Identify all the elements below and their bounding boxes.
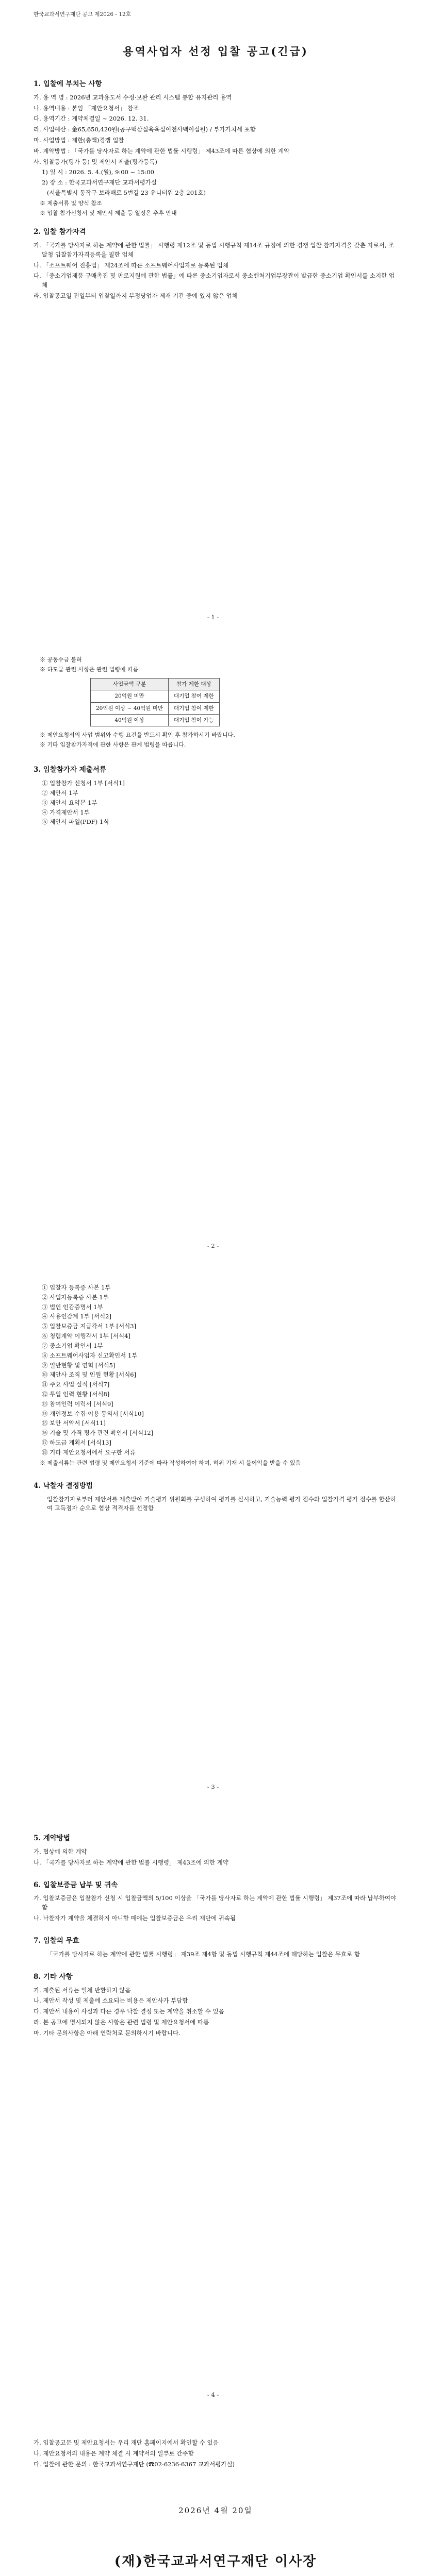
table-header: 사업금액 구분 [91,679,169,690]
section-2-note: ※ 제안요청서의 사업 범위와 수행 요건을 반드시 확인 후 참가하시기 바랍니다. [40,732,235,739]
table-row [91,690,220,702]
list-item: ⑬ 참여인력 이력서 [서식9] [42,1400,113,1408]
section-6-item: 나. 낙찰자가 계약을 체결하지 아니할 때에는 입찰보증금은 우리 재단에 귀속됨 [34,1914,236,1922]
table-cell: 20억원 미만 [91,690,169,702]
list-item: ⑨ 일반현황 및 연혁 [서식5] [42,1361,116,1369]
list-item: ⑯ 기술 및 가격 평가 관련 확인서 [서식12] [42,1429,154,1437]
signature-line: (재)한국교과서연구재단 이사장 [114,2553,317,2569]
section-1-item: 가. 용 역 명 : 2026년 교과용도서 수정·보완 관리 시스템 통합 유지관리 용역 [34,93,232,101]
list-item: ② 사업자등록증 사본 1부 [42,1293,109,1301]
section-4-heading: 4. 낙찰자 결정방법 [34,1481,93,1490]
section-7-text: 「국가를 당사자로 하는 계약에 관한 법률 시행령」 제39조 제4항 및 동법 시행규칙 제44조에 해당하는 입찰은 무효로 함 [47,1950,360,1958]
section-1-item: 마. 사업방법 : 제한(총액)경쟁 입찰 [34,136,124,144]
list-item: ⑦ 중소기업 확인서 1부 [42,1342,103,1349]
section-3-heading: 3. 입찰참가자 제출서류 [34,766,106,774]
list-item: ⑫ 투입 인력 현황 [서식8] [42,1390,110,1398]
list-item: ⑮ 보안 서약서 [서식11] [42,1419,106,1427]
page-number: - 2 - [207,1242,219,1249]
section-3-note: ※ 제출서류는 관련 법령 및 제안요청서 기준에 따라 작성하여야 하며, 허위 기재 시 불이익을 받을 수 있음 [40,1459,301,1466]
section-2-note: ※ 하도급 관련 사항은 관련 법령에 따름 [40,666,139,673]
section-1-item: 사. 입찰등가(평가 등) 및 제안서 제출(평가등록) [34,158,157,165]
list-item: ⑱ 기타 제안요청서에서 요구한 서류 [42,1448,136,1456]
list-item: ① 입찰자 등록증 사본 1부 [42,1284,111,1291]
list-item: ⑥ 청렴계약 이행각서 1부 [서식4] [42,1332,130,1340]
section-5-item: 가. 협상에 의한 계약 [34,1848,87,1855]
list-item: ⑤ 제안서 파일(PDF) 1식 [42,818,109,826]
page-4 [0,1824,426,2040]
section-8-item: 라. 본 공고에 명시되지 않은 사항은 관련 법령 및 제안요청서에 따름 [34,2019,209,2026]
section-2-item: 다. 「중소기업제품 구매촉진 및 판로지원에 관한 법률」에 따른 중소기업자로서 중소벤처기업부장관이 발급한 중소기업 확인서를 소지한 업체 [34,272,395,289]
list-item: ⑰ 하도급 계획서 [서식13] [42,1439,111,1446]
table-cell: 40억원 이상 [91,714,169,726]
section-2-note: ※ 공동수급 불허 [40,656,82,663]
section-2-item: 가. 「국가를 당사자로 하는 계약에 관한 법률」 시행령 제12조 및 동법 시행규칙 제14조 규정에 의한 경쟁 입찰 참가자격을 갖춘 자로서, 조달청 입찰참가자격등록을 필한 업체 [34,241,395,258]
participation-table [90,678,220,726]
section-1-note: ※ 제출서류 및 양식 참조 [40,199,102,207]
section-1-item: 라. 사업예산 : 金65,650,420원(공구백삼십육육십이천사백이십원) / 부가가치세 포함 [34,126,256,133]
document-number: 한국교과서연구재단 공고 제2026 - 12호 [34,11,131,18]
page-title: 용역사업자 선정 입찰 공고(긴급) [123,45,308,58]
section-8-item: 나. 제안서 작성 및 제출에 소요되는 비용은 제안사가 부담함 [34,1997,188,2005]
page-2 [0,654,426,827]
table-cell: 대기업 참여 제한 [169,690,220,702]
page-number: - 3 - [207,1783,219,1790]
list-item: ④ 사용인감계 1부 [서식2] [42,1313,111,1320]
section-2-heading: 2. 입찰 참가자격 [34,227,86,236]
list-item: ③ 법인 인감증명서 1부 [42,1303,103,1311]
section-1-address: (서울특별시 동작구 보라매로 5번길 23 유니터워 2층 201호) [47,189,206,197]
announcement-date: 2026년 4월 20일 [178,2506,253,2516]
section-4-text: 입찰참가자로부터 제안서를 제출받아 기술평가 위원회를 구성하여 평가를 실시하고, 기술능력 평가 점수와 입찰가격 평가 점수를 합산하여 고득점자 순으로 협상 적격자를 선정함 [47,1495,396,1512]
section-8-item: 마. 기타 문의사항은 아래 연락처로 문의하시기 바랍니다. [34,2029,181,2037]
list-item: ③ 제안서 요약본 1부 [42,799,97,806]
section-8-heading: 8. 기타 사항 [34,1972,73,1981]
section-1-subitem: 1) 일 시 : 2026. 5. 4.(월), 9:00 ~ 15:00 [42,168,155,176]
section-1-subitem: 2) 장 소 : 한국교과서연구재단 교과서평가실 [42,179,157,187]
section-9-item: 다. 입찰에 관한 문의 : 한국교과서연구재단 (☎02-6236-6367 교과서평가실) [34,2460,235,2468]
section-1-note: ※ 입찰 참가신청서 및 제안서 제출 등 일정은 추후 안내 [40,209,177,216]
section-1-heading: 1. 입찰에 부치는 사항 [34,79,102,88]
section-2-note: ※ 기타 입찰참가자격에 관한 사항은 관계 법령을 따릅니다. [40,741,186,749]
section-7-heading: 7. 입찰의 무효 [34,1936,79,1945]
list-item: ⑩ 제안사 조직 및 인원 현황 [서식6] [42,1371,137,1379]
section-8-item: 다. 제안서 내용이 사실과 다른 경우 낙찰 결정 또는 계약을 취소할 수 있음 [34,2008,224,2015]
table-row [91,702,220,714]
list-item: ⑤ 입찰보증금 지급각서 1부 [서식3] [42,1323,137,1330]
page-3 [0,1283,426,1514]
page-number: - 1 - [207,614,219,621]
section-5-item: 나. 「국가를 당사자로 하는 계약에 관한 법률 시행령」 제43조에 의한 계약 [34,1858,228,1866]
list-item: ⑪ 주요 사업 실적 [서식7] [42,1381,110,1388]
section-9-item: 나. 제안요청서의 내용은 계약 체결 시 계약서의 일부로 간주함 [34,2449,194,2457]
page-number: - 4 - [207,2391,219,2398]
section-6-heading: 6. 입찰보증금 납부 및 귀속 [34,1880,118,1889]
section-1-item: 다. 용역기간 : 계약체결일 ~ 2026. 12. 31. [34,115,149,123]
table-row [91,714,220,726]
list-item: ⑧ 소프트웨어사업자 신고확인서 1부 [42,1351,138,1359]
section-2-item: 나. 「소프트웨어 진흥법」 제24조에 따른 소프트웨어사업자로 등록된 업체 [34,261,228,269]
table-cell: 대기업 참여 가능 [169,714,220,726]
section-9-item: 가. 입찰공고문 및 제안요청서는 우리 재단 홈페이지에서 확인할 수 있음 [34,2439,219,2446]
page-5 [0,2437,426,2572]
list-item: ① 입찰참가 신청서 1부 [서식1] [42,779,125,787]
section-5-heading: 5. 계약방법 [34,1834,70,1842]
table-cell: 20억원 이상 ~ 40억원 미만 [91,702,169,714]
table-header: 참가 제한 대상 [169,679,220,690]
table-cell: 대기업 참여 제한 [169,702,220,714]
section-2-item: 라. 입찰공고일 전일부터 입찰일까지 부정당업자 제재 기간 중에 있지 않은 업체 [34,292,238,299]
list-item: ④ 가격제안서 1부 [42,808,90,816]
section-1-item: 나. 용역내용 : 붙임 「제안요청서」 참조 [34,104,139,112]
section-1-item: 바. 계약방법 : 「국가를 당사자로 하는 계약에 관한 법률 시행령」 제43조에 따른 협상에 의한 계약 [34,147,290,155]
section-8-item: 가. 제출된 서류는 일체 반환하지 않음 [34,1986,131,1994]
page-1 [0,10,426,302]
section-6-item: 가. 입찰보증금은 입찰참가 신청 시 입찰금액의 5/100 이상을 「국가를 당사자로 하는 계약에 관한 법률 시행령」 제37조에 따라 납부하여야 함 [34,1894,397,1911]
list-item: ② 제안서 1부 [42,789,78,796]
list-item: ⑭ 개인정보 수집·이용 동의서 [서식10] [42,1410,144,1417]
